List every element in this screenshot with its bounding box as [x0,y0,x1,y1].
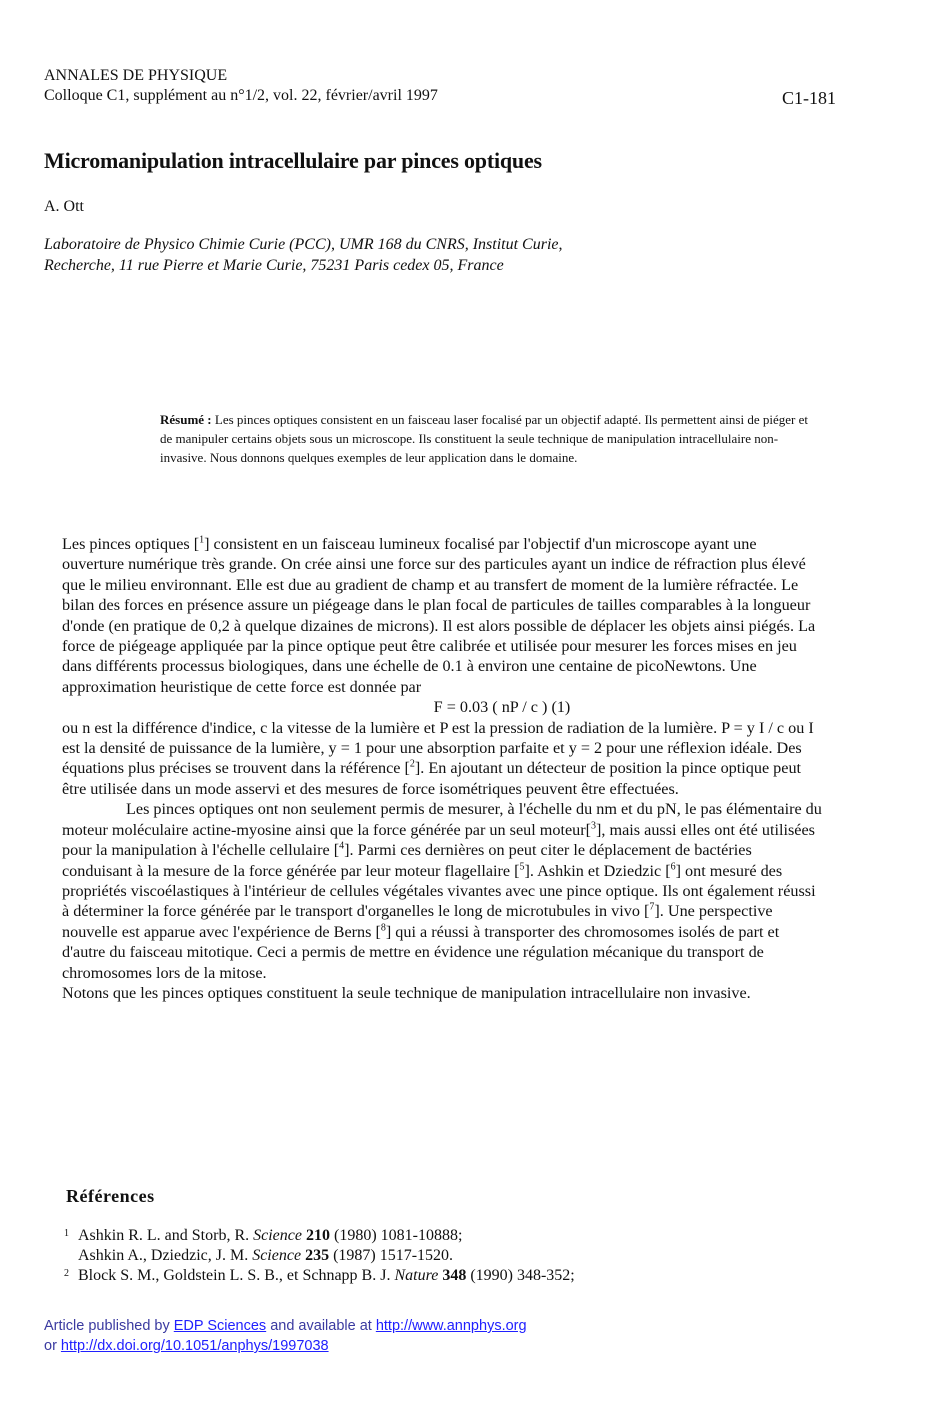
reference-authors: Ashkin R. L. and Storb, R. [78,1227,254,1244]
footer-line-2 [44,1336,527,1356]
citation-ref: 4 [339,840,345,852]
paragraph-3 [62,799,822,983]
footer-text: Article published by [44,1318,174,1334]
annphys-link[interactable]: http://www.annphys.org [375,1318,527,1334]
references-heading: Références [66,1186,155,1206]
citation-ref: 2 [409,759,415,771]
reference-details: (1990) 348-352; [466,1267,575,1284]
reference-item [64,1246,824,1266]
reference-authors: Ashkin A., Dziedzic, J. M. [78,1247,253,1264]
citation-ref: 1 [199,534,205,546]
doi-link[interactable]: http://dx.doi.org/10.1051/anphys/1997038 [60,1338,329,1354]
reference-journal: Nature [394,1267,439,1284]
reference-volume: 210 [305,1227,330,1244]
abstract-label: Résumé : [160,412,212,427]
reference-item: 2 Block S. M., Goldstein L. S. B., et Schnapp B. J. Nature 348 (1990) 348-352; [64,1267,575,1284]
text-run: ] ont mesuré des propriétés viscoélastiques à l'intérieur de cellules végétales vivantes avec une pince optique. Ils ont également réussi à déterminer la force générée par le transport d'organelles le long de microtubules in vivo [ [62,861,816,921]
paragraph-1 [62,534,822,697]
journal-issue: Colloque C1, supplément au n°1/2, vol. 22, février/avril 1997 [44,87,438,104]
text-run: ]. Parmi ces dernières on peut citer le déplacement de bactéries conduisant à la mesure de la force générée par leur moteur flagellaire [ [62,841,752,880]
text-run: ]. Ashkin et Dziedzic [ [524,861,671,880]
citation-ref: 8 [380,922,386,934]
text-run: ]. En ajoutant un détecteur de position la pince optique peut être utilisée dans un mode asservi et des mesures de force isométriques peuvent être effectuées. [62,759,802,798]
footer-line-1 [44,1316,527,1336]
publication-footer [44,1316,527,1356]
text-run: ] consistent en un faisceau lumineux focalisé par l'objectif d'un microscope ayant une ouverture numérique très grande. On crée ainsi une force sur des particules ayant un indice de réfraction plus élevé que le milieu environnant. Elle est due au gradient de champ et au transfert de moment de la lumière réfractée. Le bilan des forces en présence assure un piégeage dans le plan focal de particules de tailles comparables à la longueur d'onde (en pratique de 0,2 à quelque dizaines de microns). Il est alors possible de déplacer les objets ainsi piégés. La force de piégeage appliquée par la pince optique peut être calibrée et utilisée pour mesurer les forces mises en jeu dans différents processus biologiques, dans une échelle de 0.1 à environ une centaine de picoNewtons. Une approximation heuristique de cette force est donnée par [62,535,816,696]
reference-authors: Block S. M., Goldstein L. S. B., et Schnapp B. J. [78,1267,395,1284]
footer-text: or [44,1338,61,1354]
text-run: ], mais aussi elles ont été utilisées pour la manipulation à l'échelle cellulaire [ [62,820,815,860]
text-run: ou n est la différence d'indice, c la vitesse de la lumière et P est la pression de radiation de la lumière. P = y I / c ou I est la densité de puissance de la lumière, y = 1 pour une absorption parfaite et y = 2 pour une réflexion idéale. Des équations plus précises se trouvent dans la référence [ [62,718,814,778]
reference-volume: 348 [442,1267,467,1284]
author: A. Ott [44,198,84,215]
paper-title: Micromanipulation intracellulaire par pinces optiques [44,148,542,173]
equation: F = 0.03 ( nP / c ) (1) [433,698,571,717]
footer-text: and available at [266,1318,376,1334]
journal-name: ANNALES DE PHYSIQUE [44,67,228,84]
citation-ref: 5 [519,861,525,873]
paragraph-2 [62,718,822,800]
page-number: C1-181 [782,88,836,108]
text-run: ]. Une perspective nouvelle est apparue avec l'expérience de Berns [ [62,902,773,941]
reference-details: (1987) 1517-1520. [329,1247,454,1264]
affiliation-line-1: Laboratoire de Physico Chimie Curie (PCC), UMR 168 du CNRS, Institut Curie, [44,236,563,253]
journal-header [44,66,438,106]
reference-journal: Science [252,1247,302,1264]
citation-ref: 3 [591,820,597,832]
text-run: Les pinces optiques ont non seulement permis de mesurer, à l'échelle du nm et du pN, le pas élémentaire du moteur moléculaire actine-myosine ainsi que la force générée par un seul moteur[ [62,800,822,839]
abstract [160,410,820,467]
reference-item: 1 Ashkin R. L. and Storb, R. Science 210 (1980) 1081-10888; [64,1227,463,1244]
citation-ref: 6 [670,861,676,873]
edp-sciences-link[interactable]: EDP Sciences [173,1318,267,1334]
reference-journal: Science [253,1227,302,1244]
paragraph-4: Notons que les pinces optiques constituent la seule technique de manipulation intracellulaire non invasive. [62,983,751,1002]
text-run: Les pinces optiques [ [62,535,200,553]
citation-ref: 7 [649,901,655,913]
abstract-text: Les pinces optiques consistent en un faisceau laser focalisé par un objectif adapté. Ils permettent ainsi de piéger et de manipuler certains objets sous un microscope. Ils constituent la seule technique de manipulation intracellulaire non-invasive. Nous donnons quelques exemples de leur application dans le domaine. [160,412,808,465]
affiliation-line-2: Recherche, 11 rue Pierre et Marie Curie, 75231 Paris cedex 05, France [44,257,504,274]
affiliation [44,234,804,276]
reference-details: (1980) 1081-10888; [329,1227,463,1244]
body-text [62,534,822,1003]
reference-volume: 235 [305,1247,330,1264]
text-run: ] qui a réussi à transporter des chromosomes isolés de part et d'autre du faisceau mitotique. Ceci a permis de mettre en évidence une régulation mécanique du transport de chromosomes lors de la mitose. [62,922,780,982]
references-list [64,1226,824,1286]
